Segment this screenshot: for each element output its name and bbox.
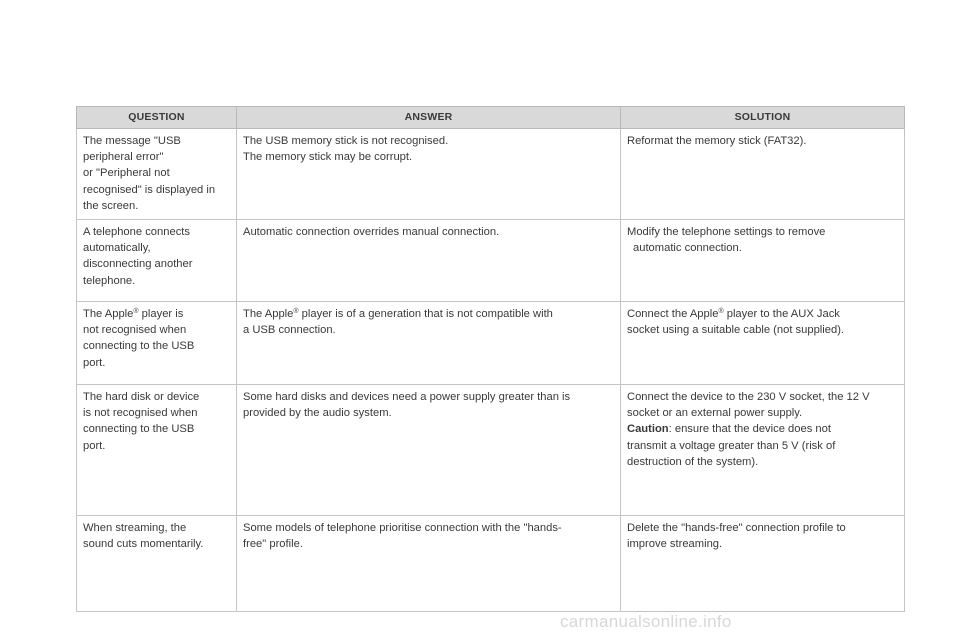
solution-line: transmit a voltage greater than 5 V (risk of bbox=[627, 439, 836, 452]
question-text: The Apple bbox=[83, 308, 134, 320]
answer-cell bbox=[237, 516, 621, 612]
question-line: telephone. bbox=[83, 274, 136, 287]
question-cell bbox=[77, 385, 237, 516]
question-line: When streaming, the bbox=[83, 522, 187, 534]
question-line: or "Peripheral not bbox=[83, 167, 170, 180]
solution-cell bbox=[621, 129, 905, 220]
solution-line: socket or an external power supply. bbox=[627, 407, 803, 420]
answer-line: Some models of telephone prioritise connection with the "hands- bbox=[243, 522, 562, 534]
solution-cell bbox=[621, 385, 905, 516]
table-row bbox=[77, 302, 905, 385]
registered-mark: ® bbox=[133, 308, 139, 315]
table-row bbox=[77, 220, 905, 302]
registered-mark: ® bbox=[718, 308, 724, 315]
answer-cell bbox=[237, 220, 621, 302]
question-cell bbox=[77, 129, 237, 220]
solution-line: Reformat the memory stick (FAT32). bbox=[627, 135, 807, 147]
solution-line: Connect the device to the 230 V socket, the 12 V bbox=[627, 391, 870, 403]
question-line: is not recognised when bbox=[83, 407, 198, 420]
question-line bbox=[83, 306, 230, 322]
question-line: the screen. bbox=[83, 199, 139, 212]
solution-cell bbox=[621, 516, 905, 612]
question-text: player is bbox=[138, 308, 184, 320]
caution-text: : ensure that the device does not bbox=[668, 423, 831, 436]
faq-table bbox=[76, 106, 905, 612]
solution-text: Connect the Apple bbox=[627, 308, 719, 320]
solution-cell bbox=[621, 302, 905, 385]
question-line: connecting to the USB bbox=[83, 340, 195, 353]
registered-mark: ® bbox=[293, 308, 299, 315]
caution-label: Caution bbox=[627, 423, 669, 436]
table-row bbox=[77, 129, 905, 220]
watermark: carmanualsonline.info bbox=[560, 612, 732, 631]
header-solution: SOLUTION bbox=[621, 107, 905, 129]
answer-line: Automatic connection overrides manual connection. bbox=[243, 226, 500, 238]
solution-cell bbox=[621, 220, 905, 302]
header-answer: ANSWER bbox=[237, 107, 621, 129]
answer-cell bbox=[237, 302, 621, 385]
question-line: automatically, bbox=[83, 242, 151, 255]
question-line: The message "USB bbox=[83, 135, 181, 147]
question-line: port. bbox=[83, 439, 106, 452]
solution-line: Modify the telephone settings to remove bbox=[627, 226, 826, 238]
question-line: sound cuts momentarily. bbox=[83, 538, 204, 551]
answer-line: Some hard disks and devices need a power supply greater than is bbox=[243, 391, 571, 403]
question-line: port. bbox=[83, 356, 106, 369]
solution-line: automatic connection. bbox=[633, 242, 742, 255]
question-cell bbox=[77, 220, 237, 302]
answer-line bbox=[243, 306, 614, 322]
answer-text: The Apple bbox=[243, 308, 294, 320]
question-cell bbox=[77, 516, 237, 612]
header-question: QUESTION bbox=[77, 107, 237, 129]
solution-line bbox=[627, 306, 898, 322]
answer-cell bbox=[237, 385, 621, 516]
answer-line: a USB connection. bbox=[243, 324, 336, 337]
question-line: A telephone connects bbox=[83, 226, 190, 238]
answer-line: provided by the audio system. bbox=[243, 407, 392, 420]
question-line: not recognised when bbox=[83, 324, 187, 337]
question-cell bbox=[77, 302, 237, 385]
question-line: connecting to the USB bbox=[83, 423, 195, 436]
table-row bbox=[77, 385, 905, 516]
answer-text: player is of a generation that is not compatible with bbox=[298, 308, 553, 320]
answer-line: free" profile. bbox=[243, 538, 303, 551]
table-header-row bbox=[77, 107, 905, 129]
question-line: The hard disk or device bbox=[83, 391, 200, 403]
answer-line: The memory stick may be corrupt. bbox=[243, 151, 413, 164]
solution-line: improve streaming. bbox=[627, 538, 723, 551]
solution-text: player to the AUX Jack bbox=[723, 308, 840, 320]
answer-cell bbox=[237, 129, 621, 220]
solution-line bbox=[627, 421, 898, 437]
answer-line: The USB memory stick is not recognised. bbox=[243, 135, 449, 147]
question-line: peripheral error" bbox=[83, 151, 164, 164]
solution-line: destruction of the system). bbox=[627, 455, 759, 468]
solution-line: Delete the "hands-free" connection profile to bbox=[627, 522, 846, 534]
solution-line: socket using a suitable cable (not supplied). bbox=[627, 324, 845, 337]
question-line: disconnecting another bbox=[83, 258, 193, 271]
question-line: recognised" is displayed in bbox=[83, 183, 216, 196]
table-row bbox=[77, 516, 905, 612]
